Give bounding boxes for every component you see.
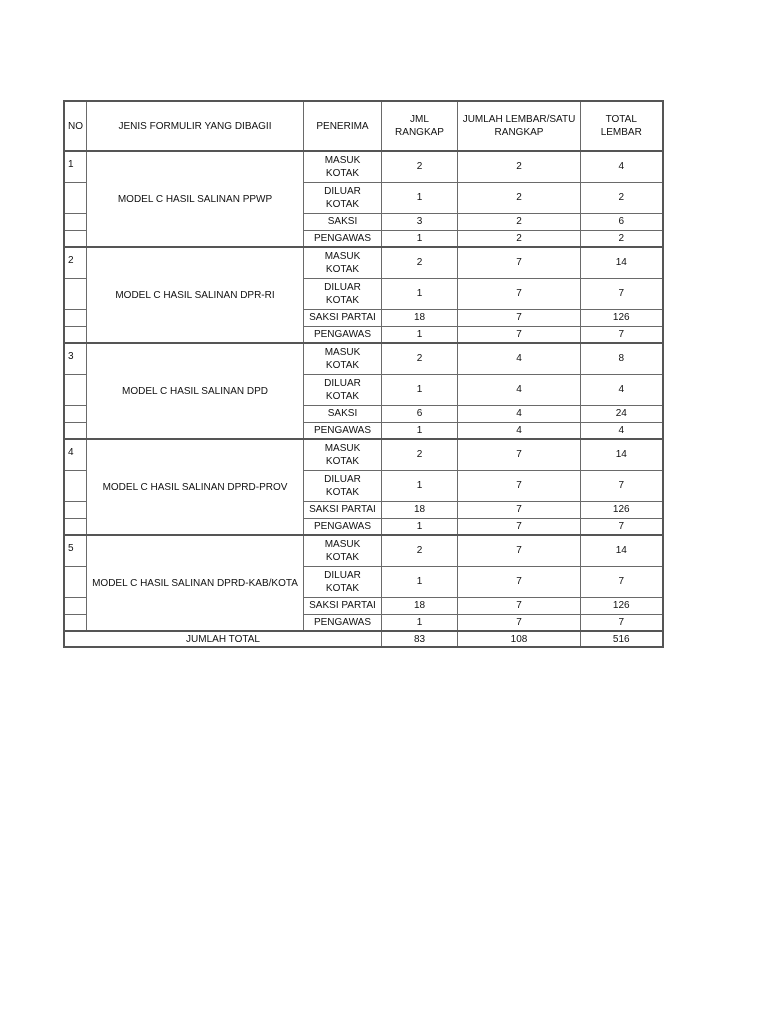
row-number-cell [64,326,87,343]
jml-rangkap-cell: 1 [382,326,458,343]
row-number-cell [64,422,87,439]
jml-rangkap-cell: 2 [382,247,458,278]
penerima-cell: PENGAWAS [304,230,382,247]
row-number-cell: 1 [64,151,87,182]
total-lembar-cell: 6 [581,213,663,230]
total-lembar-cell: 24 [581,405,663,422]
distribution-table [63,100,664,648]
total-lembar: 516 [581,631,663,647]
jumlah-lembar-cell: 2 [458,230,581,247]
header-jml-rangkap: JML RANGKAP [382,101,458,151]
header-no: NO [64,101,87,151]
penerima-cell: SAKSI [304,213,382,230]
total-lembar-cell: 8 [581,343,663,374]
row-number-cell: 5 [64,535,87,566]
row-number-cell [64,309,87,326]
jml-rangkap-cell: 3 [382,213,458,230]
row-number-cell [64,374,87,405]
total-lembar-cell: 126 [581,309,663,326]
penerima-cell: MASUK KOTAK [304,151,382,182]
jml-rangkap-cell: 2 [382,439,458,470]
form-name-cell: MODEL C HASIL SALINAN DPRD-PROV [87,439,304,535]
penerima-cell: SAKSI [304,405,382,422]
jml-rangkap-cell: 1 [382,422,458,439]
jml-rangkap-cell: 18 [382,501,458,518]
total-lembar-cell: 7 [581,518,663,535]
jumlah-lembar-cell: 7 [458,566,581,597]
header-row [64,101,663,151]
row-number-cell [64,182,87,213]
jml-rangkap-cell: 18 [382,597,458,614]
jml-rangkap-cell: 1 [382,374,458,405]
jumlah-lembar-cell: 4 [458,374,581,405]
form-name-cell: MODEL C HASIL SALINAN DPD [87,343,304,439]
penerima-cell: DILUAR KOTAK [304,566,382,597]
form-name-cell: MODEL C HASIL SALINAN PPWP [87,151,304,247]
jumlah-lembar-cell: 4 [458,422,581,439]
total-lembar-cell: 7 [581,278,663,309]
jml-rangkap-cell: 2 [382,535,458,566]
total-lembar-satu-rangkap: 108 [458,631,581,647]
row-number-cell [64,597,87,614]
row-number-cell [64,213,87,230]
penerima-cell: MASUK KOTAK [304,247,382,278]
jml-rangkap-cell: 1 [382,614,458,631]
jumlah-lembar-cell: 2 [458,151,581,182]
penerima-cell: DILUAR KOTAK [304,182,382,213]
jumlah-lembar-cell: 7 [458,518,581,535]
penerima-cell: DILUAR KOTAK [304,278,382,309]
table-row [64,247,663,278]
table-row [64,439,663,470]
jml-rangkap-cell: 1 [382,518,458,535]
total-row [64,631,663,647]
row-number-cell [64,230,87,247]
row-number-cell: 2 [64,247,87,278]
jumlah-lembar-cell: 4 [458,343,581,374]
table-row [64,343,663,374]
penerima-cell: PENGAWAS [304,518,382,535]
jml-rangkap-cell: 1 [382,566,458,597]
penerima-cell: MASUK KOTAK [304,343,382,374]
total-lembar-cell: 4 [581,151,663,182]
row-number-cell [64,470,87,501]
jumlah-lembar-cell: 7 [458,309,581,326]
table-row [64,535,663,566]
jml-rangkap-cell: 18 [382,309,458,326]
total-label: JUMLAH TOTAL [64,631,382,647]
jml-rangkap-cell: 2 [382,343,458,374]
penerima-cell: SAKSI PARTAI [304,309,382,326]
penerima-cell: PENGAWAS [304,614,382,631]
total-lembar-cell: 7 [581,614,663,631]
penerima-cell: SAKSI PARTAI [304,501,382,518]
jumlah-lembar-cell: 7 [458,614,581,631]
total-lembar-cell: 4 [581,374,663,405]
penerima-cell: PENGAWAS [304,422,382,439]
jml-rangkap-cell: 6 [382,405,458,422]
penerima-cell: MASUK KOTAK [304,439,382,470]
penerima-cell: DILUAR KOTAK [304,374,382,405]
penerima-cell: SAKSI PARTAI [304,597,382,614]
row-number-cell [64,614,87,631]
header-total-lembar: TOTAL LEMBAR [581,101,663,151]
row-number-cell [64,518,87,535]
header-jumlah-lembar: JUMLAH LEMBAR/SATU RANGKAP [458,101,581,151]
total-lembar-cell: 4 [581,422,663,439]
row-number-cell: 3 [64,343,87,374]
total-lembar-cell: 2 [581,182,663,213]
penerima-cell: DILUAR KOTAK [304,470,382,501]
header-penerima: PENERIMA [304,101,382,151]
total-lembar-cell: 126 [581,501,663,518]
form-name-cell: MODEL C HASIL SALINAN DPR-RI [87,247,304,343]
total-lembar-cell: 14 [581,247,663,278]
jumlah-lembar-cell: 7 [458,597,581,614]
jumlah-lembar-cell: 2 [458,213,581,230]
total-lembar-cell: 14 [581,439,663,470]
jumlah-lembar-cell: 7 [458,247,581,278]
row-number-cell [64,405,87,422]
jml-rangkap-cell: 1 [382,278,458,309]
table-body [64,151,663,631]
jumlah-lembar-cell: 2 [458,182,581,213]
jumlah-lembar-cell: 7 [458,535,581,566]
total-lembar-cell: 14 [581,535,663,566]
row-number-cell [64,501,87,518]
jumlah-lembar-cell: 7 [458,501,581,518]
penerima-cell: PENGAWAS [304,326,382,343]
total-lembar-cell: 7 [581,326,663,343]
table-row [64,151,663,182]
row-number-cell: 4 [64,439,87,470]
total-lembar-cell: 7 [581,566,663,597]
jumlah-lembar-cell: 7 [458,439,581,470]
jml-rangkap-cell: 1 [382,230,458,247]
total-rangkap: 83 [382,631,458,647]
jumlah-lembar-cell: 7 [458,470,581,501]
jumlah-lembar-cell: 7 [458,278,581,309]
total-lembar-cell: 2 [581,230,663,247]
total-lembar-cell: 126 [581,597,663,614]
jml-rangkap-cell: 1 [382,470,458,501]
row-number-cell [64,278,87,309]
penerima-cell: MASUK KOTAK [304,535,382,566]
jumlah-lembar-cell: 4 [458,405,581,422]
jml-rangkap-cell: 2 [382,151,458,182]
jml-rangkap-cell: 1 [382,182,458,213]
header-jenis-formulir: JENIS FORMULIR YANG DIBAGII [87,101,304,151]
row-number-cell [64,566,87,597]
jumlah-lembar-cell: 7 [458,326,581,343]
form-name-cell: MODEL C HASIL SALINAN DPRD-KAB/KOTA [87,535,304,631]
total-lembar-cell: 7 [581,470,663,501]
